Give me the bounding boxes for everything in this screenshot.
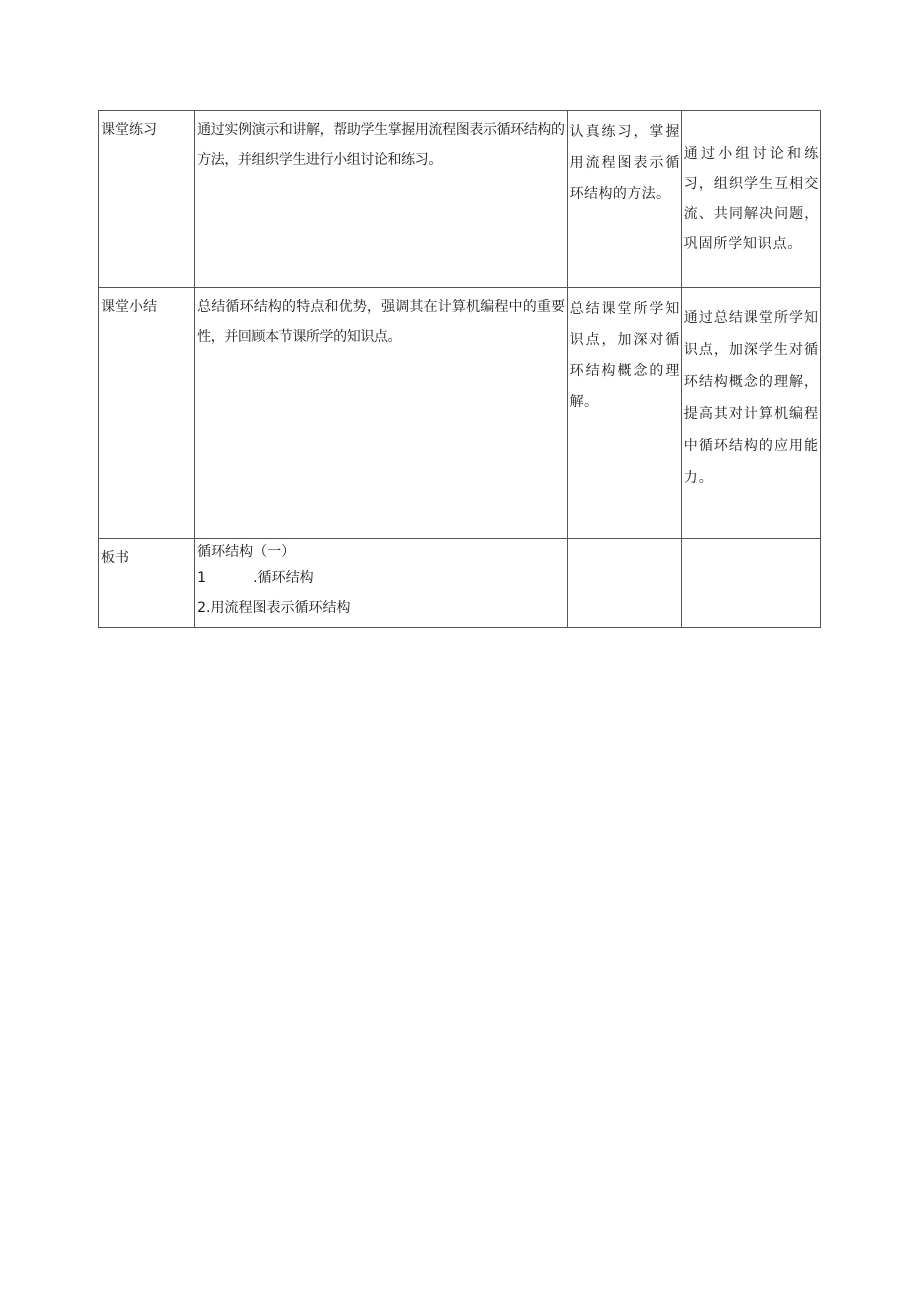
lesson-plan-table	[98, 110, 821, 628]
design-intent-cell	[681, 288, 820, 539]
stage-label: 板书	[101, 550, 129, 566]
teacher-activity-cell	[195, 111, 568, 288]
teacher-activity-cell	[195, 288, 568, 539]
stage-cell	[99, 539, 195, 628]
teacher-activity-text: 总结循环结构的特点和优势，强调其在计算机编程中的重要性，并回顾本节课所学的知识点。	[197, 299, 565, 345]
board-item	[195, 593, 567, 623]
table-row-practice	[99, 111, 821, 288]
board-title: 循环结构（一）	[197, 544, 296, 560]
table-row-board	[99, 539, 821, 628]
board-item	[195, 563, 567, 593]
design-intent-text: 通过总结课堂所学知识点，加深学生对循环结构概念的理解，提高其对计算机编程中循环结构的应用能力。	[683, 310, 819, 486]
board-item-number: 1	[197, 570, 207, 586]
stage-label: 课堂练习	[101, 122, 157, 138]
board-item-text: .用流程图表示循环结构	[206, 600, 351, 616]
stage-cell	[99, 288, 195, 539]
board-content-cell	[195, 539, 568, 628]
design-intent-text: 通过小组讨论和练习，组织学生互相交流、共同解决问题，巩固所学知识点。	[683, 146, 819, 252]
student-activity-text: 认真练习，掌握用流程图表示循环结构的方法。	[569, 124, 680, 202]
student-activity-cell	[567, 288, 681, 539]
stage-label: 课堂小结	[101, 299, 157, 315]
teacher-activity-text: 通过实例演示和讲解，帮助学生掌握用流程图表示循环结构的方法，并组织学生进行小组讨论和练习。	[197, 122, 565, 168]
student-activity-text: 总结课堂所学知识点，加深对循环结构概念的理解。	[569, 301, 680, 410]
board-item-number: 2	[197, 600, 207, 616]
design-intent-cell	[681, 111, 820, 288]
stage-cell	[99, 111, 195, 288]
student-activity-cell	[567, 111, 681, 288]
board-item-text: .循环结构	[253, 570, 314, 586]
empty-cell	[567, 539, 681, 628]
table-row-summary	[99, 288, 821, 539]
empty-cell	[681, 539, 820, 628]
